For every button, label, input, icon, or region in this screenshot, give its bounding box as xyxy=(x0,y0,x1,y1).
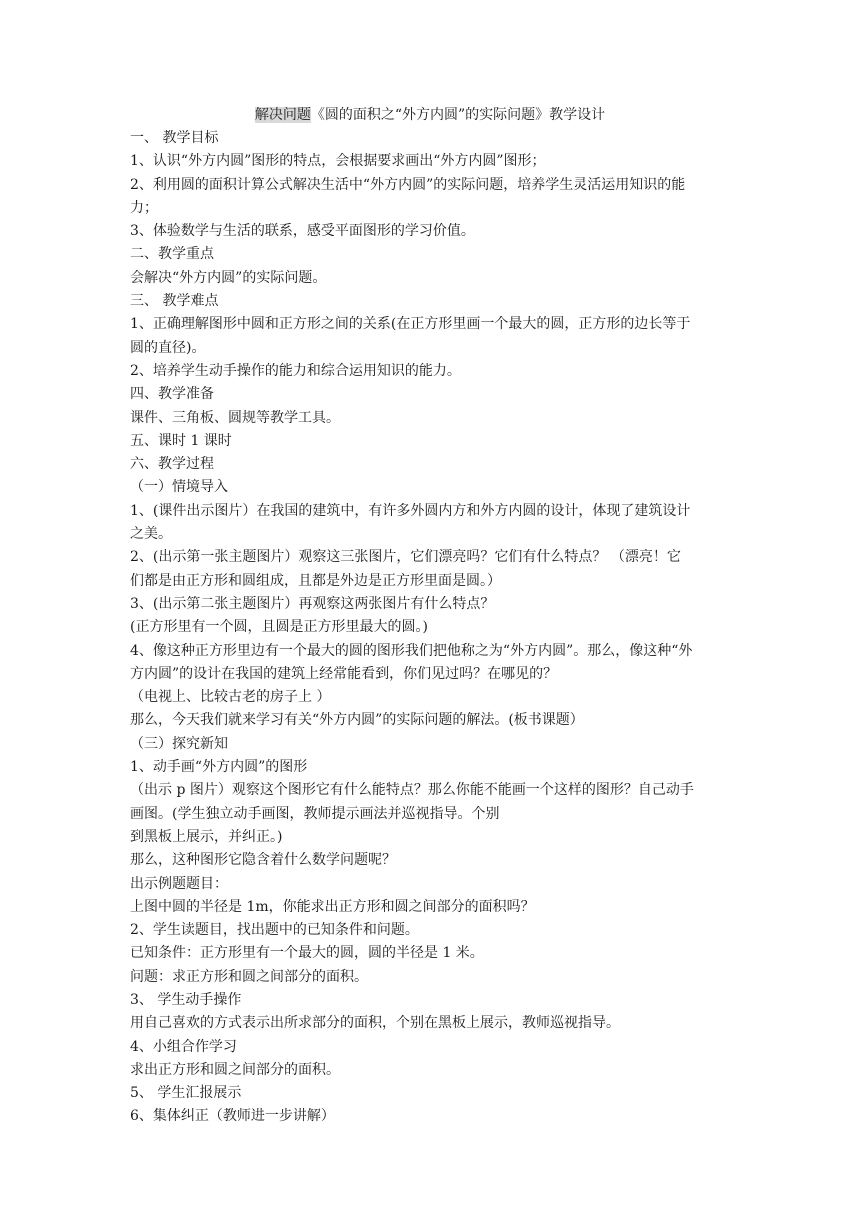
text-line: 1、动手画“外方内圆”的图形 xyxy=(130,759,308,776)
text-line: 2、利用圆的面积计算公式解决生活中“外方内圆”的实际问题，培养学生灵活运用知识的能 xyxy=(130,176,686,193)
text-line: 之美。 xyxy=(130,526,172,543)
text-line: 3、(出示第二张主题图片）再观察这两张图片有什么特点？ xyxy=(130,595,495,612)
text-line: 2、学生读题目，找出题中的已知条件和问题。 xyxy=(130,922,419,939)
text-line: 求出正方形和圆之间部分的面积。 xyxy=(130,1061,340,1078)
document-title xyxy=(0,104,860,126)
text-line: 方内圆”的设计在我国的建筑上经常能看到，你们见过吗？在哪见的？ xyxy=(130,665,558,682)
text-line: 六、教学过程 xyxy=(130,456,214,473)
text-line: (正方形里有一个圆，且圆是正方形里最大的圆。) xyxy=(130,619,428,636)
text-line: 1、认识“外方内圆”图形的特点，会根据要求画出“外方内圆”图形； xyxy=(130,153,546,170)
text-line: 们都是由正方形和圆组成，且都是外边是正方形里面是圆。） xyxy=(130,572,501,589)
text-line: 4、像这种正方形里边有一个最大的圆的图形我们把他称之为“外方内圆”。那么，像这种“外 xyxy=(130,642,693,659)
text-line: 2、(出示第一张主题图片）观察这三张图片，它们漂亮吗？它们有什么特点？ （漂亮！它 xyxy=(130,549,681,566)
document-body xyxy=(130,127,734,1129)
text-line: 5、 学生汇报展示 xyxy=(130,1085,242,1102)
text-line: 那么，今天我们就来学习有关“外方内圆”的实际问题的解法。(板书课题） xyxy=(130,712,584,729)
text-line: （三）探究新知 xyxy=(130,735,228,752)
text-line: 二、教学重点 xyxy=(130,246,214,263)
title-text: 《圆的面积之“外方内圆”的实际问题》教学设计 xyxy=(310,107,606,123)
text-line: 那么，这种图形它隐含着什么数学问题呢？ xyxy=(130,852,396,869)
text-line: 到黑板上展示，并纠正。) xyxy=(130,828,283,845)
title-highlight: 解决问题 xyxy=(254,107,311,123)
text-line: 画图。(学生独立动手画图，教师提示画法并巡视指导。个别 xyxy=(130,805,500,822)
text-line: 用自己喜欢的方式表示出所求部分的面积，个别在黑板上展示，教师巡视指导。 xyxy=(130,1015,620,1032)
text-line: 圆的直径)。 xyxy=(130,339,206,356)
text-line: 问题：求正方形和圆之间部分的面积。 xyxy=(130,968,368,985)
text-line: （电视上、比较古老的房子上 ） xyxy=(130,689,331,706)
text-line: （出示 p 图片）观察这个图形它有什么能特点？那么你能不能画一个这样的图形？自己动手 xyxy=(130,782,694,799)
text-line: 一、 教学目标 xyxy=(130,130,219,146)
text-line: 课件、三角板、圆规等教学工具。 xyxy=(130,409,340,426)
text-line: 1、(课件出示图片）在我国的建筑中，有许多外圆内方和外方内圆的设计，体现了建筑设计 xyxy=(130,502,691,519)
text-line: 五、课时 1 课时 xyxy=(130,432,232,449)
text-line: 出示例题题目： xyxy=(130,875,228,892)
text-line: 力； xyxy=(130,199,158,216)
text-line: （一）情境导入 xyxy=(130,479,228,496)
text-line: 三、 教学难点 xyxy=(130,293,219,310)
text-line: 3、体验数学与生活的联系，感受平面图形的学习价值。 xyxy=(130,223,475,240)
text-line: 4、小组合作学习 xyxy=(130,1038,237,1055)
text-line: 已知条件：正方形里有一个最大的圆，圆的半径是 1 米。 xyxy=(130,945,484,962)
text-line: 2、培养学生动手操作的能力和综合运用知识的能力。 xyxy=(130,362,461,379)
text-line: 3、 学生动手操作 xyxy=(130,991,242,1008)
text-line: 1、正确理解图形中圆和正方形之间的关系(在正方形里画一个最大的圆，正方形的边长等于 xyxy=(130,316,691,333)
text-line: 6、集体纠正（教师进一步讲解） xyxy=(130,1108,335,1125)
text-line: 上图中圆的半径是 1m，你能求出正方形和圆之间部分的面积吗？ xyxy=(130,898,535,915)
text-line: 会解决“外方内圆”的实际问题。 xyxy=(130,269,327,286)
text-line: 四、教学准备 xyxy=(130,386,214,403)
